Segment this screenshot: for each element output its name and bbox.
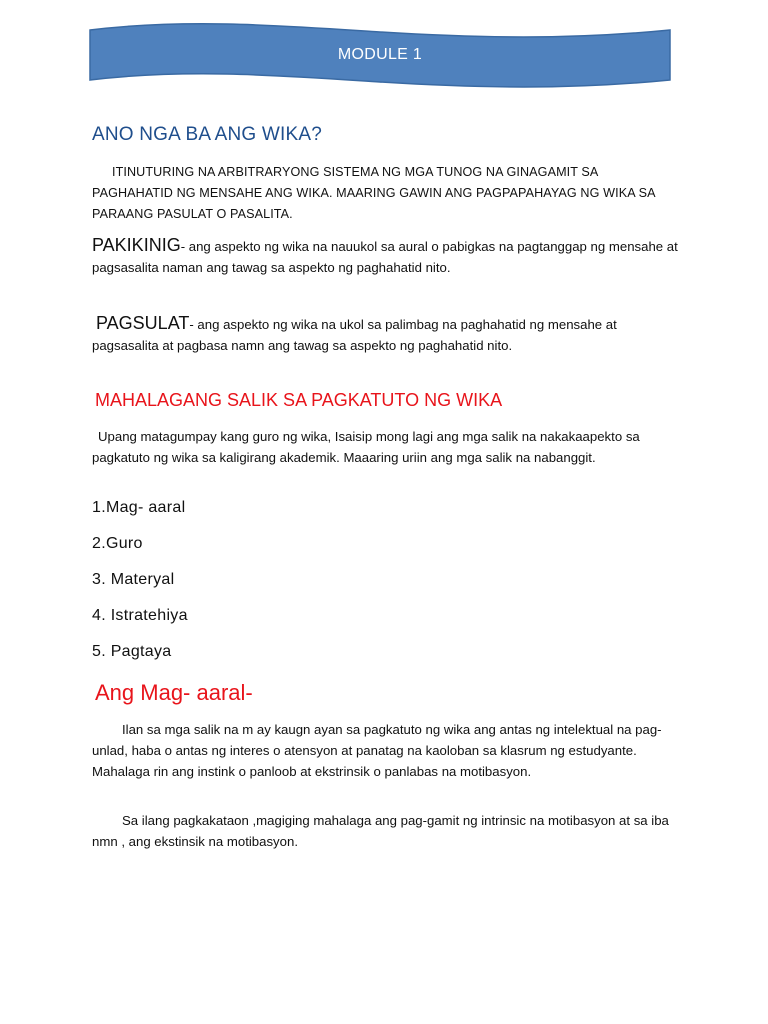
heading-mahalagang-salik: MAHALAGANG SALIK SA PAGKATUTO NG WIKA xyxy=(95,390,503,410)
list-item: 4. Istratehiya xyxy=(92,607,188,624)
upang-text: Upang matagumpay kang guro ng wika, Isaisip mong lagi ang mga salik na nakakaapekto sa pagkatuto ng wika sa kaligirang akademik. Maaaring uriin ang mga salik na nabanggit. xyxy=(92,429,640,465)
salik-list xyxy=(92,496,188,676)
list-item: 2.Guro xyxy=(92,535,143,552)
list-item: 3. Materyal xyxy=(92,571,175,588)
list-item: 5. Pagtaya xyxy=(92,643,172,660)
module-title: MODULE 1 xyxy=(337,46,423,63)
module-banner xyxy=(88,22,672,88)
intro-paragraph xyxy=(92,162,682,225)
term-pakikinig: PAKIKINIG xyxy=(92,235,181,255)
pagsulat-definition: - ang aspekto ng wika na ukol sa palimbag na paghahatid ng mensahe at pagsasalita at pagbasa namn ang tawag sa aspekto ng paghahatid nito. xyxy=(92,317,617,353)
term-pagsulat: PAGSULAT xyxy=(96,313,190,333)
heading-ang-mag-aaral: Ang Mag- aaral- xyxy=(95,680,253,705)
pakikinig-paragraph xyxy=(92,235,682,278)
intro-text: ITINUTURING NA ARBITRARYONG SISTEMA NG MGA TUNOG NA GINAGAMIT SA PAGHAHATID NG MENSAHE ANG WIKA. MAARING GAWIN ANG PAGPAPAHAYAG NG WIKA SA PARAANG PASULAT O PASALITA. xyxy=(92,165,655,221)
list-item: 1.Mag- aaral xyxy=(92,499,186,516)
ilan-text: Ilan sa mga salik na m ay kaugn ayan sa pagkatuto ng wika ang antas ng intelektual na pag- unlad, haba o antas ng interes o atensyon at panatag na kaoloban sa klasrum ng estudyante. Mahalaga rin ang instink o panloob at ekstrinsik o panlabas na motibasyon. xyxy=(92,722,662,779)
sa-ilang-paragraph xyxy=(92,810,682,852)
upang-paragraph xyxy=(92,426,682,468)
pagsulat-paragraph xyxy=(92,313,682,356)
pakikinig-definition: - ang aspekto ng wika na nauukol sa aural o pabigkas na pagtanggap ng mensahe at pagsasalita naman ang tawag sa aspekto ng paghahatid nito. xyxy=(92,239,678,275)
sa-ilang-text: Sa ilang pagkakataon ,magiging mahalaga ang pag-gamit ng intrinsic na motibasyon at sa iba nmn , ang ekstinsik na motibasyon. xyxy=(92,813,669,849)
ilan-paragraph xyxy=(92,719,682,782)
heading-ano-nga-ba-ang-wika: ANO NGA BA ANG WIKA? xyxy=(92,124,322,145)
